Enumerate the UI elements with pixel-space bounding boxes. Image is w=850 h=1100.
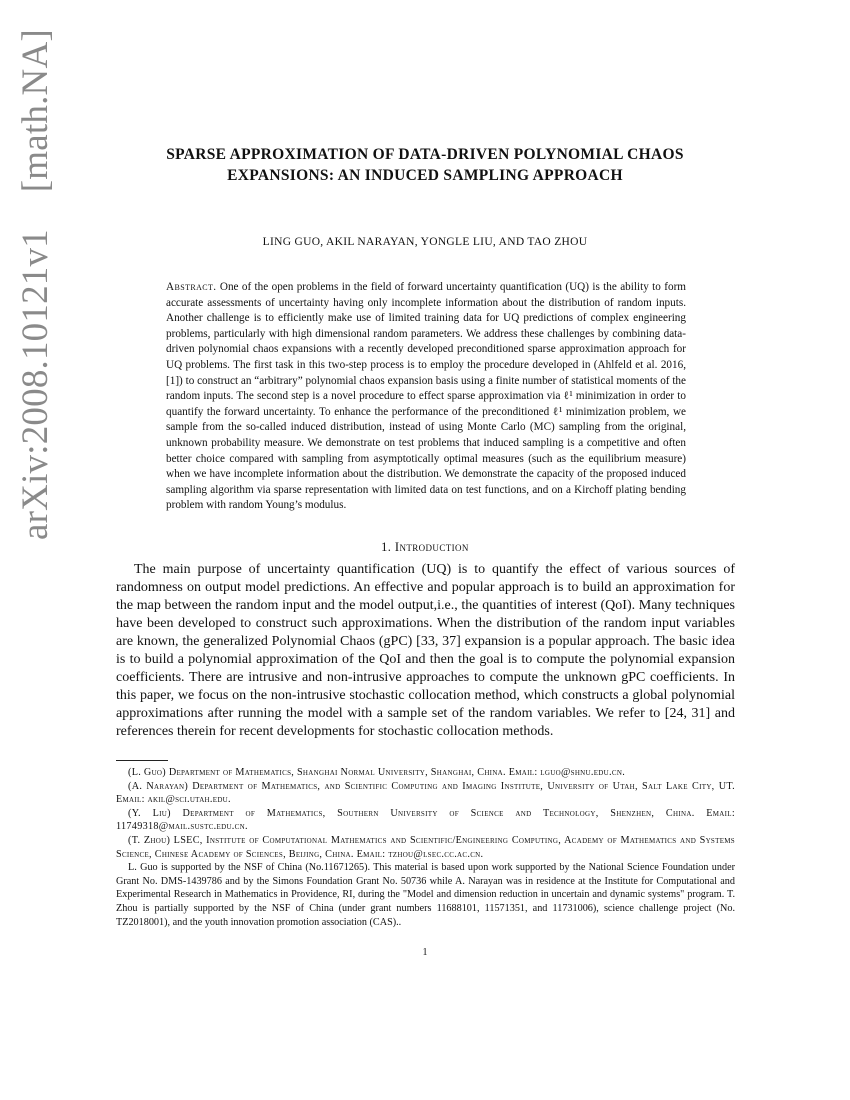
footnote-liu: (Y. Liu) Department of Mathematics, Southern University of Science and Technology, Shenzhen, China. Email: 11749318@mail.sustc.edu.cn. <box>116 807 735 833</box>
paper-title <box>0 144 850 186</box>
footnotes <box>116 766 735 929</box>
abstract <box>166 280 686 514</box>
footnote-rule <box>116 760 168 761</box>
arxiv-id: arXiv:2008.10121v1 <box>15 229 56 540</box>
section-number: 1. <box>381 540 392 554</box>
title-line-2: EXPANSIONS: AN INDUCED SAMPLING APPROACH <box>227 167 623 184</box>
abstract-text: One of the open problems in the field of forward uncertainty quantification (UQ) is the ability to form accurate assessments of uncertainty having only incomplete information about the distribution of random inputs. Another challenge is to efficiently make use of limited training data for UQ predictions of complex engineering problems, particularly with high dimensional random parameters. We address these challenges by combining data-driven polynomial chaos expansions with a recently developed preconditioned sparse approximation approach for UQ problems. The first task in this two-step process is to employ the procedure developed in (Ahlfeld et al. 2016, [1]) to construct an “arbitrary” polynomial chaos expansion basis using a finite number of statistical moments of the random inputs. The second step is a novel procedure to effect sparse approximation via ℓ¹ minimization in order to quantify the forward uncertainty. To enhance the performance of the preconditioned ℓ¹ minimization problem, we sample from the so-called induced distribution, instead of using Monte Carlo (MC) sampling from the original, unknown probability measure. We demonstrate on test problems that induced sampling is a competitive and often better choice compared with sampling from asymptotically optimal measures (such as the equilibrium measure) when we have incomplete information about the distribution. We demonstrate the capacity of the proposed induced sampling algorithm via sparse representation with limited data on test functions, and on a Kirchoff plating bending problem with random Young’s modulus. <box>166 281 686 512</box>
section-heading <box>0 540 850 555</box>
section-title: Introduction <box>394 540 469 554</box>
page-number: 1 <box>422 947 428 958</box>
footnote-funding: L. Guo is supported by the NSF of China (No.11671265). This material is based upon work supported by the National Science Foundation under Grant No. DMS-1439786 and by the Simons Foundation Grant No. 50736 while A. Narayan was in residence at the Institute for Computational and Experimental Research in Mathematics in Providence, RI, during the "Model and dimension reduction in uncertain and dynamic systems" program. T. Zhou is partially supported by the NSF of China (under grant numbers 11688101, 11571351, and 11731006), science challenge project (No. TZ2018001), and the youth innovation promotion association (CAS).. <box>116 862 735 928</box>
arxiv-category: [math.NA] <box>15 29 56 193</box>
title-line-1: SPARSE APPROXIMATION OF DATA-DRIVEN POLYNOMIAL CHAOS <box>166 146 684 163</box>
footnote-narayan: (A. Narayan) Department of Mathematics, and Scientific Computing and Imaging Institute, University of Utah, Salt Lake City, UT. Email: akil@sci.utah.edu. <box>116 780 735 806</box>
paper-authors: LING GUO, AKIL NARAYAN, YONGLE LIU, AND TAO ZHOU <box>262 236 588 248</box>
footnote-zhou: (T. Zhou) LSEC, Institute of Computational Mathematics and Scientific/Engineering Computing, Academy of Mathematics and Systems Science, Chinese Academy of Sciences, Beijing, China. Email: tzhou@lsec.cc.ac.cn. <box>116 834 735 860</box>
introduction-paragraph: The main purpose of uncertainty quantification (UQ) is to quantify the effect of various sources of randomness on output model predictions. An effective and popular approach is to build an approximation for the map between the random input and the model output,i.e., the quantities of interest (QoI). Many techniques have been developed to construct such approximations. When the distribution of the random input variables are known, the generalized Polynomial Chaos (gPC) [33, 37] expansion is a popular approach. The basic idea is to build a polynomial approximation of the QoI and then the goal is to compute the polynomial expansion coefficients. There are intrusive and non-intrusive approaches to compute the unknown gPC coefficients. In this paper, we focus on the non-intrusive stochastic collocation method, which constructs a global polynomial approximations after running the model with a sample set of the random variables. We refer to [24, 31] and references therein for recent developments for stochastic collocation methods. <box>116 562 735 739</box>
abstract-label: Abstract. <box>166 281 217 293</box>
footnote-guo: (L. Guo) Department of Mathematics, Shanghai Normal University, Shanghai, China. Email: lguo@shnu.edu.cn. <box>128 767 626 778</box>
arxiv-side-label <box>14 0 57 540</box>
